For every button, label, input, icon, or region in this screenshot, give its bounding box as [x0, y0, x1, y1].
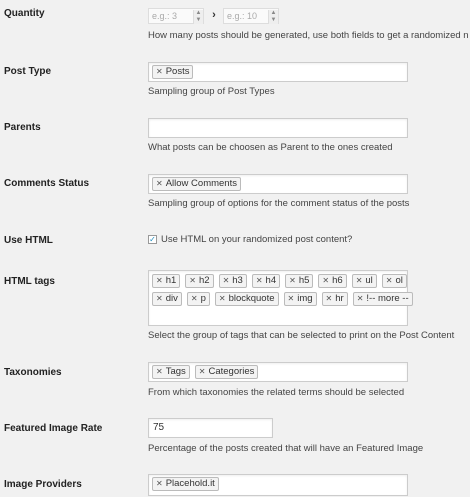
taxonomies-select[interactable] [148, 362, 408, 382]
token-label: blockquote [228, 293, 275, 304]
token-allow-comments [152, 177, 241, 191]
token-img [284, 292, 317, 306]
token-p [187, 292, 210, 306]
remove-x-icon[interactable]: ✕ [198, 367, 206, 376]
quantity-min-input[interactable] [148, 8, 204, 24]
token-placehold-it [152, 477, 219, 491]
comments-status-select[interactable] [148, 174, 408, 194]
token-posts [152, 65, 193, 79]
html-tags-row-2 [149, 290, 407, 306]
remove-x-icon[interactable]: ✕ [355, 276, 363, 285]
quantity-label: Quantity [4, 8, 45, 19]
image-providers-select[interactable] [148, 474, 408, 496]
use-html-checkbox-label: Use HTML on your randomized post content? [161, 234, 353, 245]
post-type-select[interactable] [148, 62, 408, 82]
comments-status-description: Sampling group of options for the comment status of the posts [148, 198, 410, 209]
remove-x-icon[interactable]: ✕ [189, 276, 196, 285]
taxonomies-label: Taxonomies [4, 367, 62, 378]
post-type-description: Sampling group of Post Types [148, 86, 275, 97]
token-more [353, 292, 413, 306]
remove-x-icon[interactable]: ✕ [218, 294, 226, 303]
token-label: Placehold.it [165, 478, 215, 489]
token-blockquote [215, 292, 279, 306]
remove-x-icon[interactable]: ✕ [322, 276, 330, 285]
html-tags-row-1 [149, 272, 407, 288]
token-tags [152, 365, 190, 379]
taxonomies-description: From which taxonomies the related terms should be selected [148, 387, 405, 398]
remove-x-icon[interactable]: ✕ [156, 479, 163, 488]
use-html-checkbox[interactable] [148, 235, 157, 244]
checkmark-icon: ✓ [149, 235, 156, 244]
token-h3 [219, 274, 247, 288]
remove-x-icon[interactable]: ✕ [156, 179, 163, 188]
parents-label: Parents [4, 122, 41, 133]
token-h4 [252, 274, 280, 288]
remove-x-icon[interactable]: ✕ [190, 294, 198, 303]
token-label: !-- more -- [366, 293, 409, 304]
parents-description: What posts can be choosen as Parent to the ones created [148, 142, 393, 153]
spinner-arrows-icon[interactable]: ▲ ▼ [268, 10, 278, 24]
remove-x-icon[interactable]: ✕ [156, 276, 163, 285]
token-label: h3 [232, 275, 243, 286]
token-h1 [152, 274, 180, 288]
quantity-max-placeholder: e.g.: 10 [227, 11, 258, 21]
token-label: h5 [298, 275, 310, 286]
comments-status-label: Comments Status [4, 178, 90, 189]
quantity-max-input[interactable] [223, 8, 279, 24]
use-html-label: Use HTML [4, 235, 53, 246]
chevron-right-icon[interactable]: › [212, 9, 216, 21]
token-label: p [200, 293, 206, 304]
token-label: ul [365, 275, 373, 286]
token-label: h4 [265, 275, 277, 286]
featured-image-rate-value: 75 [153, 422, 165, 433]
quantity-min-placeholder: e.g.: 3 [152, 11, 178, 21]
remove-x-icon[interactable]: ✕ [356, 294, 364, 303]
remove-x-icon[interactable]: ✕ [222, 276, 230, 285]
remove-x-icon[interactable]: ✕ [255, 276, 263, 285]
token-label: Categories [208, 366, 255, 377]
token-ol [382, 274, 407, 288]
remove-x-icon[interactable]: ✕ [325, 294, 333, 303]
token-ul [352, 274, 377, 288]
token-categories [195, 365, 259, 379]
image-providers-label: Image Providers [4, 479, 82, 490]
remove-x-icon[interactable]: ✕ [385, 276, 393, 285]
token-label: h2 [198, 275, 210, 286]
token-h5 [285, 274, 313, 288]
token-h2 [185, 274, 213, 288]
post-type-label: Post Type [4, 66, 52, 77]
token-div [152, 292, 182, 306]
remove-x-icon[interactable]: ✕ [156, 294, 163, 303]
token-label: Allow Comments [165, 178, 237, 189]
token-label: Posts [165, 66, 190, 77]
featured-image-rate-input[interactable] [148, 418, 273, 438]
html-tags-label: HTML tags [4, 276, 55, 287]
remove-x-icon[interactable]: ✕ [156, 367, 163, 376]
quantity-description: How many posts should be generated, use both fields to get a randomized n [148, 30, 469, 41]
featured-image-rate-description: Percentage of the posts created that will have an Featured Image [148, 443, 424, 454]
token-label: Tags [165, 366, 186, 377]
parents-select[interactable] [148, 118, 408, 138]
token-label: div [165, 293, 178, 304]
token-label: ol [395, 275, 403, 286]
token-hr [322, 292, 348, 306]
remove-x-icon[interactable]: ✕ [287, 294, 295, 303]
html-tags-select[interactable] [148, 270, 408, 326]
token-label: h6 [332, 275, 343, 286]
remove-x-icon[interactable]: ✕ [156, 67, 163, 76]
token-h6 [318, 274, 346, 288]
featured-image-rate-label: Featured Image Rate [4, 423, 103, 434]
remove-x-icon[interactable]: ✕ [289, 276, 296, 285]
token-label: img [297, 293, 313, 304]
spinner-arrows-icon[interactable]: ▲ ▼ [193, 10, 203, 24]
token-label: h1 [165, 275, 177, 286]
html-tags-description: Select the group of tags that can be selected to print on the Post Content [148, 330, 455, 341]
token-label: hr [335, 293, 344, 304]
